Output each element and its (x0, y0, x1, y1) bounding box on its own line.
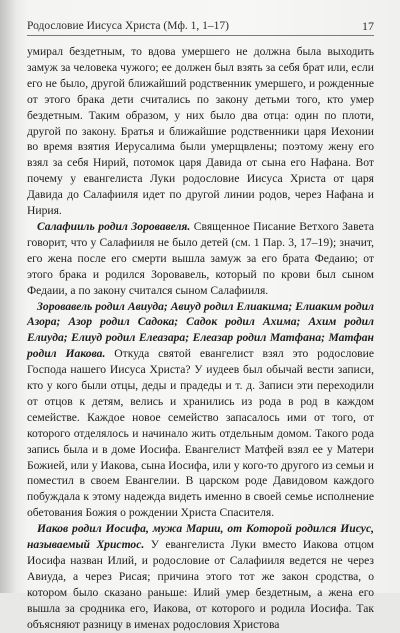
running-header (27, 19, 374, 36)
chapter-title: Родословие Иисуса Христа (Мф. 1, 1–17) (27, 20, 230, 32)
paragraph (27, 219, 374, 299)
scripture-quote: Салафииль родил Зоровавеля. (37, 219, 191, 233)
paragraph (27, 299, 374, 522)
page-number: 17 (362, 19, 374, 33)
commentary-text: У евангелиста Луки вместо Иакова отцом Иосифа назван Илий, и родословие от Салафииля ведется не через Авиуда, а через Рисая; причина этого тот же закон сродства, о котором было сказано раньше: Илий умер бездетным, а жена его вышла за сродника его, Иакова, от которого и родила Иосифа. Так объясняют разницу в именах родословия Христова (27, 538, 375, 631)
paragraph (27, 521, 374, 632)
commentary-text: Откуда святой евангелист взял это родословие Господа нашего Иисуса Христа? У иудеев был обычай вести записи, кто у кого были отцы, деды и прадеды и т. д. Записи эти переходили от отцов к детям, велись и хранились из рода в род в каждом семействе. Каждое новое семейство запасалось ими от того, от которого отделялось и начинало жить отдельным домом. Такого рода запись была и в доме Иосифа. Евангелист Матфей взял ее у Матери Божией, или у Иакова, сына Иосифа, или у кого-то другого из семьи и поместил в своем Евангелии. В царском роде Давидовом каждого побуждала к этому надежда видеть именно в своей семье исполнение обетования Божия о рождении Христа Спасителя. (27, 347, 374, 520)
paragraph: умирал бездетным, то вдова умершего не должна была выходить замуж за человека чужого; ее должен был взять за себя брат или, если его не было, другой ближайший родственник умершего, и рожденные от этого брака дети считались по закону детьми того, кто умер бездетным. Таким образом, у них было два отца: один по плоти, другой по закону. Братья и ближайшие родственники царя Иехонии во время взятия Иерусалима были умерщвлены; поэтому жену его взял за себя Нирий, потомок царя Давида от сына его Нафана. Вот почему у евангелиста Луки родословие Иисуса Христа от царя Давида до Салафииля идет по другой линии родов, через Нафана и Нирия. (27, 45, 374, 218)
commentary-text: Священное Писание Ветхого Завета говорит, что у Салафииля не было детей (см. 1 Пар. 3, 17–19); значит, его жена после его смерти вышла замуж за его брата Федаию; от этого брака и родился Зоровавель, который по крови был сыном Федаии, а по закону считался сыном Салафииля. (27, 219, 374, 297)
scripture-quote: Зоровавель родил Авиуда; Авиуд родил Елиакима; Елиаким родил Азора; Азор родил Садока; Садок родил Ахима; Ахим родил Елиуда; Елиуд родил Елеазара; Елеазар родил Матфана; Матфан родил Иакова. (27, 299, 374, 361)
body-text (27, 44, 374, 633)
scripture-quote: Иаков родил Иосифа, мужа Марии, от Которой родился Иисус, называемый Христос. (27, 522, 374, 552)
